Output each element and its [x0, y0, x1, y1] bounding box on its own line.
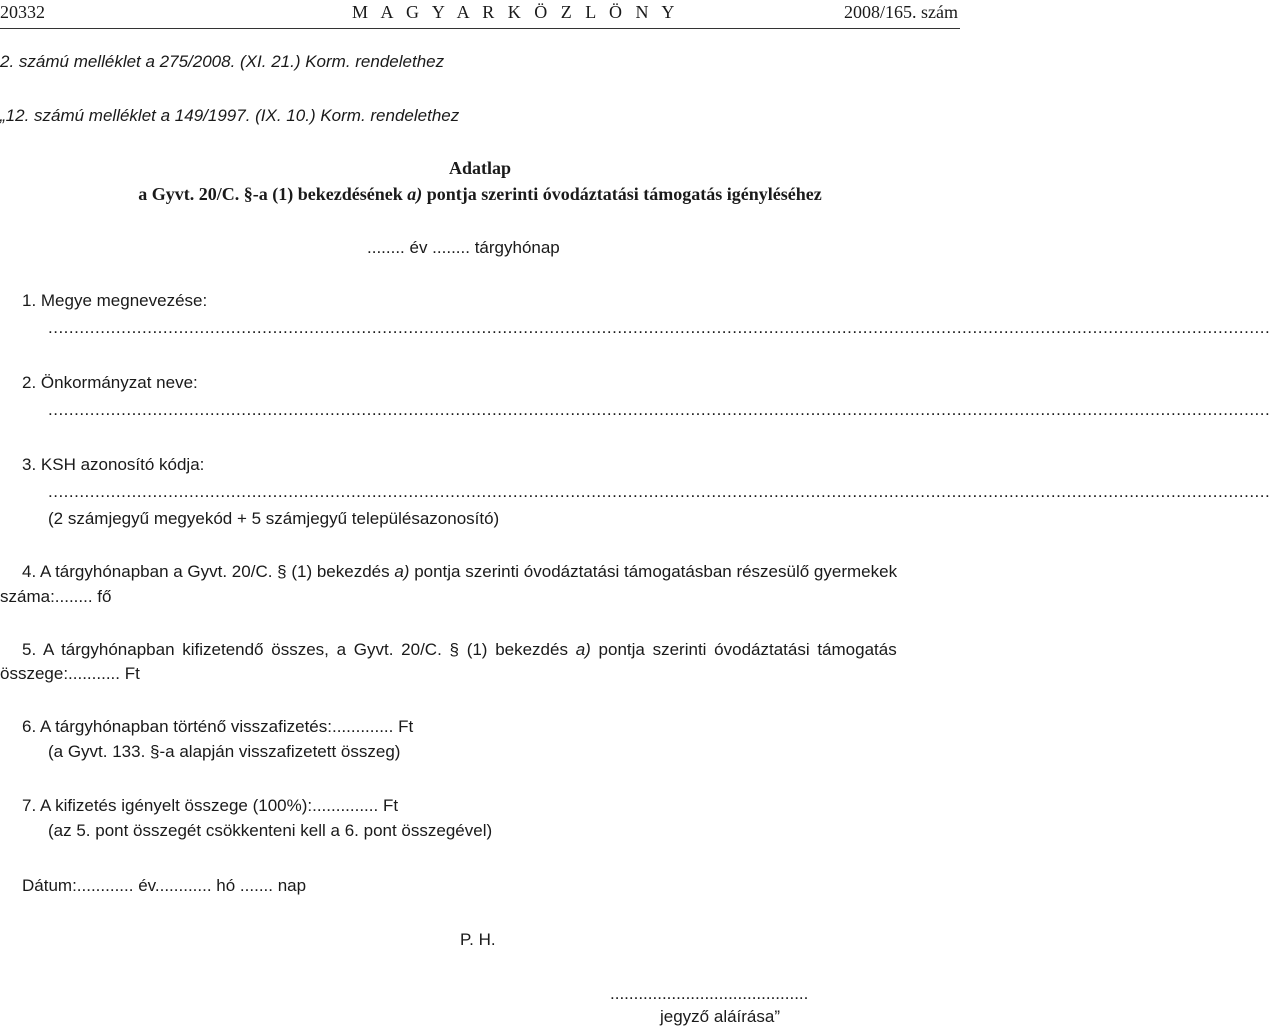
signature-label: jegyző aláírása” — [660, 1007, 781, 1026]
publication-title: M A G Y A R K Ö Z L Ö N Y — [352, 2, 679, 22]
item5-part2: pontja szerinti óvodáztatási támogatás — [590, 640, 897, 659]
page-header — [0, 0, 960, 29]
item5-line2: összege:........... Ft — [0, 664, 140, 683]
item5-part1: 5. A tárgyhónapban kifizetendő összes, a Gyvt. 20/C. § (1) bekezdés — [22, 640, 576, 659]
form-subtitle — [0, 184, 960, 205]
page-number: 20332 — [0, 2, 45, 22]
stamp-label: P. H. — [460, 930, 496, 949]
item4-italic: a) — [394, 562, 410, 581]
item6-line1: 6. A tárgyhónapban történő visszafizetés:............. Ft — [22, 717, 414, 736]
item2-dots: .......................................................................................................................................................................................................................................... — [48, 400, 1270, 419]
item4-line2: száma:........ fő — [0, 587, 112, 606]
item5-italic: a) — [575, 640, 591, 659]
annex-subtitle: „12. számú melléklet a 149/1997. (IX. 10.) Korm. rendelethez — [0, 106, 460, 125]
form-title: Adatlap — [448, 158, 511, 178]
item2-label: 2. Önkormányzat neve: — [22, 373, 198, 392]
form-subtitle-italic: a) — [407, 184, 423, 204]
item4-part2: pontja szerinti óvodáztatási támogatásban részesülő gyermekek — [409, 562, 898, 581]
signature-dots: .......................................... — [610, 984, 809, 1003]
form-subtitle-part2: pontja szerinti óvodáztatási támogatás igényléséhez — [422, 184, 822, 204]
item3-note: (2 számjegyű megyekód + 5 számjegyű településazonosító) — [48, 509, 500, 528]
issue-number: 2008/165. szám — [844, 2, 958, 22]
period-field: ........ év ........ tárgyhónap — [367, 238, 560, 257]
item3-dots: .......................................................................................................................................................................................................................................... — [48, 482, 1270, 501]
item7-line1: 7. A kifizetés igényelt összege (100%):.............. Ft — [22, 796, 399, 815]
annex-title: 2. számú melléklet a 275/2008. (XI. 21.) Korm. rendelethez — [0, 52, 445, 71]
item4-part1: 4. A tárgyhónapban a Gyvt. 20/C. § (1) bekezdés — [22, 562, 395, 581]
item3-label: 3. KSH azonosító kódja: — [22, 455, 205, 474]
item7-line2: (az 5. pont összegét csökkenteni kell a 6. pont összegével) — [48, 821, 493, 840]
item4-line1 — [22, 562, 897, 582]
item1-dots: .......................................................................................................................................................................................................................................... — [48, 318, 1270, 337]
date-line: Dátum:............ év............ hó ....... nap — [22, 876, 307, 895]
item6-line2: (a Gyvt. 133. §-a alapján visszafizetett összeg) — [48, 742, 401, 761]
form-subtitle-part1: a Gyvt. 20/C. §-a (1) bekezdésének — [138, 184, 408, 204]
item5-line1 — [22, 640, 897, 660]
item1-label: 1. Megye megnevezése: — [22, 291, 208, 310]
